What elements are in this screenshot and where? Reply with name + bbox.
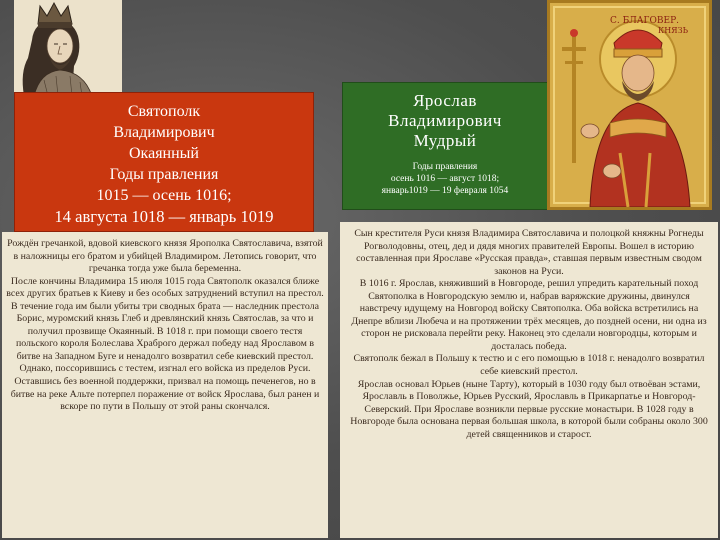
yaroslav-paragraph: В 1016 г. Ярослав, княживший в Новгороде, решил упредить карательный поход Святополка в Новгородскую землю и, набрав варяжские дружины, двинулся навстречу идущему на Новгород войску Святополка. Оба войска встретились на Днепре вблизи Любеча и на протяжении трёх месяцев, до поздней осени, ни одна из сторон не рисковала перейти реку. Наконец это сделали новгородцы, которым и досталась победа.: [351, 278, 707, 352]
sviatopolk-name-line-3: Окаянный: [129, 145, 199, 162]
sviatopolk-title-box: [14, 92, 314, 232]
sviatopolk-paragraph: Оставшись без военной поддержки, призвал на помощь печенегов, но в битве на реке Альте потерпел поражение от войск Ярослава, был ранен и вскоре по пути в Польшу от этой раны скончался.: [10, 376, 320, 413]
sviatopolk-paragraph: В течение года им были убиты три сводных брата — наследник престола Борис, муромский князь Глеб и древлянский князь Святослав, за что и получил прозвище Окаянный. В 1018 г. при помощи своего тестя польского короля Болеслава Храброго держал победу над Ярославом в битве на Западном Буге и ненадолго возвратил себе киевский престол.: [11, 300, 319, 362]
yaroslav-name-line-2: Владимирович: [388, 111, 502, 130]
icon-inscription-text: С. БЛАГОВЕР.: [610, 16, 679, 26]
sviatopolk-reign-label: Годы правления: [109, 166, 219, 183]
svg-text:КНЯЗЬ: КНЯЗЬ: [658, 26, 689, 35]
yaroslav-paragraph: Ярослав основал Юрьев (ныне Тарту), который в 1030 году был отвоёван эстами, Ярославль в Поволжье, Юрьев Русский, Ярославль в Прикарпатье и Новгород-Северский. При Ярославе возникли первые русские монастыри. В 1028 году в Новгороде была основана первая большая школа, в которой были собраны около 300 детей священников и старост.: [350, 378, 708, 440]
sviatopolk-biography-panel: [2, 232, 328, 538]
sviatopolk-name-line-2: Владимирович: [113, 124, 215, 141]
yaroslav-reign-period-1: осень 1016 — август 1018;: [390, 174, 500, 184]
yaroslav-paragraph: Сын крестителя Руси князя Владимира Святославича и полоцкой княжны Рогнеды Рогволодовны, отец, дед и дядя многих правителей Европы. Вошел в историю составленная при Ярославе «Русская правда», ставшая первым известным сводом законов на Руси.: [354, 228, 704, 277]
yaroslav-name-line-3: Мудрый: [413, 131, 477, 150]
sviatopolk-reign-period-2: 14 августа 1018 — январь 1019: [54, 207, 274, 226]
orthodox-icon-image-icon: [550, 3, 709, 207]
yaroslav-icon: [547, 0, 712, 210]
sviatopolk-paragraph: Однако, поссорившись с тестем, изгнал его войска из пределов Руси.: [19, 363, 311, 375]
yaroslav-title-box: [342, 82, 548, 210]
portrait-engraving-icon: [14, 0, 122, 96]
yaroslav-biography-panel: [340, 222, 718, 538]
sviatopolk-name-line-1: Святополк: [127, 103, 201, 120]
sviatopolk-paragraph: После кончины Владимира 15 июля 1015 года Святополк оказался ближе всех других братьев к Киеву и без особых затруднений вступил на престол.: [6, 275, 324, 300]
sviatopolk-paragraph: Рождён гречанкой, вдовой киевского князя Ярополка Святославича, взятой в наложницы его братом и убийцей Владимиром. Летопись говорит, что гречанка тогда уже была беременна.: [7, 238, 323, 275]
yaroslav-paragraph: Святополк бежал в Польшу к тестю и с его помощью в 1018 г. ненадолго возвратил себе киевский престол.: [353, 353, 705, 378]
sviatopolk-reign-period-1: 1015 — осень 1016;: [96, 187, 232, 204]
yaroslav-reign-label: Годы правления: [412, 162, 478, 172]
sviatopolk-portrait: [14, 0, 122, 96]
yaroslav-reign-period-2: январь1019 — 19 февраля 1054: [381, 186, 509, 196]
yaroslav-name-line-1: Ярослав: [413, 91, 477, 110]
